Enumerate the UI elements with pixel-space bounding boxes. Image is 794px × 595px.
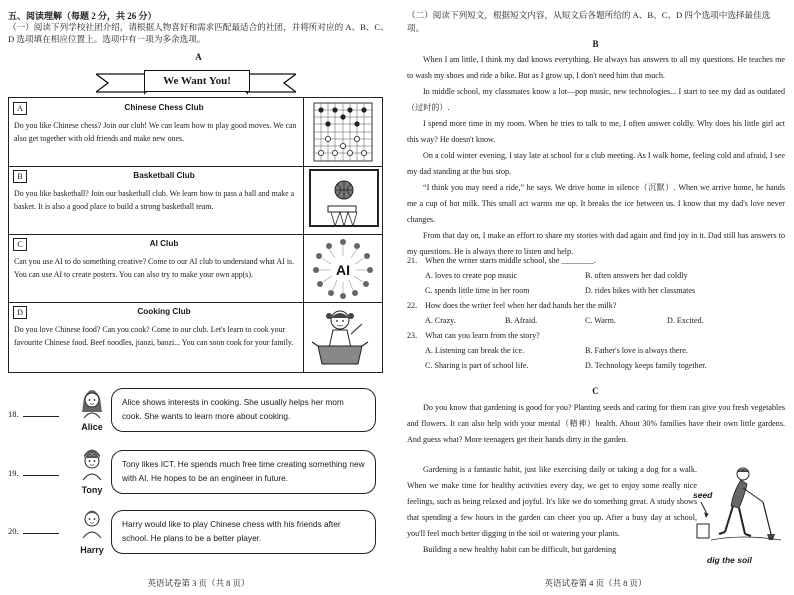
dig-the-soil-label: dig the soil: [707, 555, 752, 565]
club-row-c: [9, 234, 382, 303]
passage-b: [407, 52, 785, 260]
club-row-d: [9, 302, 382, 372]
club-description: Can you use AI to do something creative? Come to our AI club to understand what AI is. You can use AI to create posters. You can also try to make your own app(s).: [14, 257, 295, 279]
question-number: 18.: [8, 409, 19, 419]
option-a[interactable]: A. Crazy.: [425, 316, 456, 325]
club-description: Do you like basketball? Join our basketball club. We learn how to pass a ball and make a basket. It is also a good place to build a strong basketball team.: [14, 189, 295, 211]
question-18: [8, 404, 59, 422]
option-d[interactable]: D. rides bikes with her classmates: [585, 286, 696, 295]
seed-label: seed: [693, 490, 713, 500]
option-c[interactable]: C. spends little time in her room: [425, 286, 530, 295]
question-number: 21.: [407, 256, 418, 265]
option-c[interactable]: C. Warm.: [585, 316, 616, 325]
basketball-hoop-icon: [304, 166, 382, 234]
paragraph: On a cold winter evening, I stay late at school for a club meeting. As I walk home, feeling cold and afraid, I see my dad standing at the bus stop.: [407, 151, 785, 176]
paragraph: I spend more time in my room. When he tries to talk to me, I often answer coldly. Why does his little girl act this way? He doesn't know.: [407, 119, 785, 144]
passage-letter-a: A: [195, 52, 202, 62]
option-a[interactable]: A. Listening can break the ice.: [425, 346, 525, 355]
person-name-harry: Harry: [80, 545, 104, 555]
answer-blank[interactable]: [23, 408, 59, 417]
passage-c-narrow: [407, 462, 697, 558]
person-name-alice: Alice: [81, 422, 103, 432]
question-stem: What can you learn from the story?: [425, 331, 540, 340]
question-number: 19.: [8, 468, 19, 478]
club-name: Chinese Chess Club: [124, 103, 204, 112]
option-b[interactable]: B. Father's love is always there.: [585, 346, 688, 355]
club-letter: C: [13, 238, 27, 251]
club-name: Cooking Club: [137, 307, 191, 316]
club-letter: B: [13, 170, 27, 183]
harry-portrait-icon: [78, 504, 106, 538]
answer-blank[interactable]: [23, 525, 59, 534]
banner-title: We Want You!: [144, 70, 250, 92]
instruction-text: （一）阅读下列学校社团介绍，请根据人物喜好和需求匹配最适合的社团，并将所对应的 A、B、C、D 选项填在相应位置上。选项中有一项为多余选项。: [8, 22, 389, 44]
paragraph: When I am little, I think my dad knows everything. He always has answers to all my questions. He teaches me to wash my shoes and ride a bike. But as I grow up, I don't need him that much.: [407, 55, 785, 80]
paragraph: Gardening is a fantastic habit, just like exercising daily or taking a dog for a walk. When we make time for healthy activities every day, we get to enjoy some really nice feelings, such as being relaxed and joyful. It's like we do something great. A study shows that spending a few hours in the garden can cheer you up. After a busy day at school, you'll feel much better digging in the soil or watering your plants.: [407, 465, 697, 538]
person-name-tony: Tony: [81, 485, 103, 495]
speech-bubble: Alice shows interests in cooking. She usually helps her mom cook. She wants to learn more about cooking.: [111, 388, 376, 432]
club-row-b: [9, 166, 382, 235]
question-20: [8, 521, 59, 539]
paragraph: From that day on, I make an effort to share my stories with dad again and find joy in it. Dad still has answers to my questions. He is always there to listen and help.: [407, 231, 785, 256]
question-22: [407, 301, 616, 310]
club-letter: A: [13, 102, 27, 115]
page-footer: 英语试卷第 4 页（共 8 页）: [544, 578, 647, 588]
club-row-a: [9, 98, 382, 167]
option-a[interactable]: A. loves to create pop music: [425, 271, 518, 280]
gardening-figure-icon: [693, 462, 785, 552]
right-page: [397, 0, 794, 595]
option-b[interactable]: B. often answers her dad coldly: [585, 271, 688, 280]
question-stem: How does the writer feel when her dad hands her the milk?: [425, 301, 617, 310]
option-d[interactable]: D. Excited.: [667, 316, 704, 325]
paragraph: In middle school, my classmates know a lot—pop music, new technologies... I start to see my dad as outdated（过时的）.: [407, 87, 785, 112]
alice-portrait-icon: [78, 384, 106, 418]
option-d[interactable]: D. Technology keeps family together.: [585, 361, 707, 370]
instruction-text: （二）阅读下列短文，根据短文内容，从短文后各题所给的 A、B、C、D 四个选项中选择最佳选项。: [407, 10, 771, 33]
paragraph: “I think you may need a ride,” he says. We drive home in silence（沉默）. When we arrive home, he hands me a cup of hot milk. This small act warms me up. It breaks the ice between us. I know that my dad's love never changes.: [407, 183, 785, 224]
club-name: AI Club: [149, 239, 179, 248]
question-23: [407, 331, 540, 340]
option-b[interactable]: B. Afraid.: [505, 316, 538, 325]
page-footer: 英语试卷第 3 页（共 8 页）: [147, 578, 250, 588]
passage-letter-c: C: [592, 386, 599, 396]
speech-bubble: Harry would like to play Chinese chess with his friends after school. He plans to be a better player.: [111, 510, 376, 554]
banner: [96, 66, 296, 96]
question-number: 23.: [407, 331, 418, 340]
section-title: 五、阅读理解（每题 2 分，共 26 分）: [8, 11, 157, 21]
clubs-table: [8, 97, 383, 373]
club-letter: D: [13, 306, 27, 319]
question-number: 22.: [407, 301, 418, 310]
paragraph: Do you know that gardening is good for you? Planting seeds and caring for them can give you fresh vegetables and flowers. It can also help with your mental（精神）health. About 30% families have their own little gardens. And guess what? More teenagers get their hands dirty in the garden.: [407, 403, 785, 444]
option-c[interactable]: C. Sharing is part of school life.: [425, 361, 529, 370]
club-description: Do you love Chinese food? Can you cook? Come to our club. Let's learn to cook your favourite Chinese food. Beef noodles, jiaozi, baozi... You can soon cook for your family.: [14, 325, 294, 347]
chess-board-icon: [304, 98, 382, 166]
question-number: 20.: [8, 526, 19, 536]
paragraph: Building a new healthy habit can be difficult, but gardening: [423, 545, 617, 554]
cooking-girl-icon: [304, 302, 382, 372]
question-19: [8, 463, 59, 481]
tony-portrait-icon: [78, 446, 106, 480]
ai-cloud-icon: [304, 234, 382, 302]
speech-bubble: Tony likes ICT. He spends much free time creating something new with AI. He hopes to be an engineer in future.: [111, 450, 376, 494]
ai-label: AI: [336, 262, 350, 278]
answer-blank[interactable]: [23, 467, 59, 476]
question-21: [407, 256, 596, 265]
question-stem: When the writer starts middle school, she ________.: [425, 256, 596, 265]
club-description: Do you like Chinese chess? Join our club! We can learn how to play good moves. We can also get together with old friends and make new ones.: [14, 121, 297, 143]
club-name: Basketball Club: [133, 171, 195, 180]
passage-letter-b: B: [592, 39, 599, 49]
